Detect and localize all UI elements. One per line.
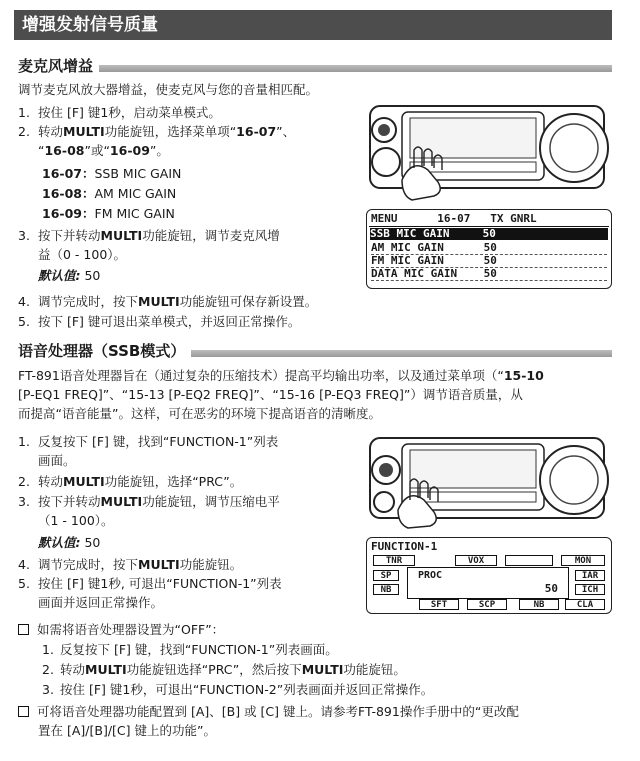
proc-default: 默认值: 50 [38,535,101,550]
lcd-title: FUNCTION-1 [371,540,438,553]
menu-item-row: 16-07：SSB MIC GAIN [42,166,182,181]
note-assign: 可将语音处理器功能配置到 [A]、[B] 或 [C] 键上。请参考FT-891操作手册中的“更改配 [18,702,519,721]
proc-step-1-cont: 画面。 [38,453,76,468]
radio-illustration [362,430,610,530]
mic-gain-heading [18,56,612,76]
lcd-fn-sft: SFT [419,599,459,610]
lcd-fn-mon: MON [561,555,605,566]
checkbox-bullet-icon [18,624,29,635]
mic-intro: 调节麦克风放大器增益，使麦克风与您的音量相匹配。 [18,82,319,97]
menu-item-row: 16-09：FM MIC GAIN [42,206,175,221]
proc-popup [407,567,569,599]
lcd-fn-prc: PRC [505,555,553,566]
mic-step-1: 1. 按住 [F] 键1秒，启动菜单模式。 [18,105,221,120]
proc-step-1: 1. 反复按下 [F] 键，找到“FUNCTION-1”列表 [18,434,279,449]
lcd-row: FM MIC GAIN 50 [371,254,497,267]
mic-gain-title: 麦克风增益 [18,57,99,75]
proc-popup-value: 50 [544,582,558,595]
function-lcd-screen [366,537,612,614]
lcd-fn-vox: VOX [455,555,497,566]
radio-illustration [362,96,610,202]
proc-step-3: 3. 按下并转动MULTI功能旋钮，调节压缩电平 [18,494,280,509]
proc-step-2: 2. 转动MULTI功能旋钮，选择“PRC”。 [18,474,243,489]
mic-step-3-cont: 益（0 - 100）。 [38,247,127,262]
note-substep-2: 2. 转动MULTI功能旋钮选择“PRC”，然后按下MULTI功能旋钮。 [42,662,406,677]
section-banner: 增强发射信号质量 [14,10,612,40]
mic-step-3: 3. 按下并转动MULTI功能旋钮，调节麦克风增 [18,228,280,243]
mic-step-4: 4. 调节完成时，按下MULTI功能旋钮可保存新设置。 [18,294,318,309]
lcd-row-selected: SSB MIC GAIN 50 [370,228,608,240]
lcd-fn-side: SP [373,570,399,581]
proc-intro-line3: 而提高“语音能量”。这样，可在恶劣的环境下提高语音的清晰度。 [18,406,381,421]
lcd-fn-tnr: TNR [373,555,415,566]
lcd-fn-side: IAR [575,570,605,581]
proc-heading [18,341,612,361]
proc-intro-line2: [P-EQ1 FREQ]”、“15-13 [P-EQ2 FREQ]”、“15-16 [P-EQ3 FREQ]”）调节语音质量，从 [18,387,523,402]
menu-lcd-screen [366,209,612,289]
mic-step-5: 5. 按下 [F] 键可退出菜单模式，并返回正常操作。 [18,314,301,329]
lcd-fn-cla: CLA [565,599,605,610]
lcd-row: AM MIC GAIN 50 [371,241,497,254]
lcd-fn-side: NB [373,584,399,595]
lcd-header: MENU 16-07 TX GNRL [371,212,537,225]
mic-default: 默认值: 50 [38,268,101,283]
menu-item-row: 16-08：AM MIC GAIN [42,186,177,201]
note-substep-3: 3. 按住 [F] 键1秒，可退出“FUNCTION-2”列表画面并返回正常操作。 [42,682,434,697]
proc-step-4: 4. 调节完成时，按下MULTI功能旋钮。 [18,557,243,572]
note-off: 如需将语音处理器设置为“OFF”： [18,620,224,639]
proc-title: 语音处理器（SSB模式） [18,342,191,360]
proc-step-5-cont: 画面并返回正常操作。 [38,595,164,610]
lcd-fn-scp: SCP [467,599,507,610]
lcd-row: DATA MIC GAIN 50 [371,267,497,280]
proc-step-5: 5. 按住 [F] 键1秒, 可退出“FUNCTION-1”列表 [18,576,282,591]
note-substep-1: 1. 反复按下 [F] 键，找到“FUNCTION-1”列表画面。 [42,642,338,657]
checkbox-bullet-icon [18,706,29,717]
mic-step-2-cont: “16-08”或“16-09”。 [38,143,169,158]
heading-rule [18,65,612,72]
proc-intro-line1: FT-891语音处理器旨在（通过复杂的压缩技术）提高平均输出功率，以及通过菜单项（“15-10 [18,368,544,383]
note-assign-cont: 置在 [A]/[B]/[C] 键上的功能”。 [38,723,216,738]
proc-step-3-cont: （1 - 100）。 [38,513,114,528]
mic-step-2: 2. 转动MULTI功能旋钮，选择菜单项“16-07”、 [18,124,296,139]
lcd-fn-side: ICH [575,584,605,595]
lcd-fn-nb: NB [519,599,559,610]
proc-popup-label: PROC [418,570,443,581]
